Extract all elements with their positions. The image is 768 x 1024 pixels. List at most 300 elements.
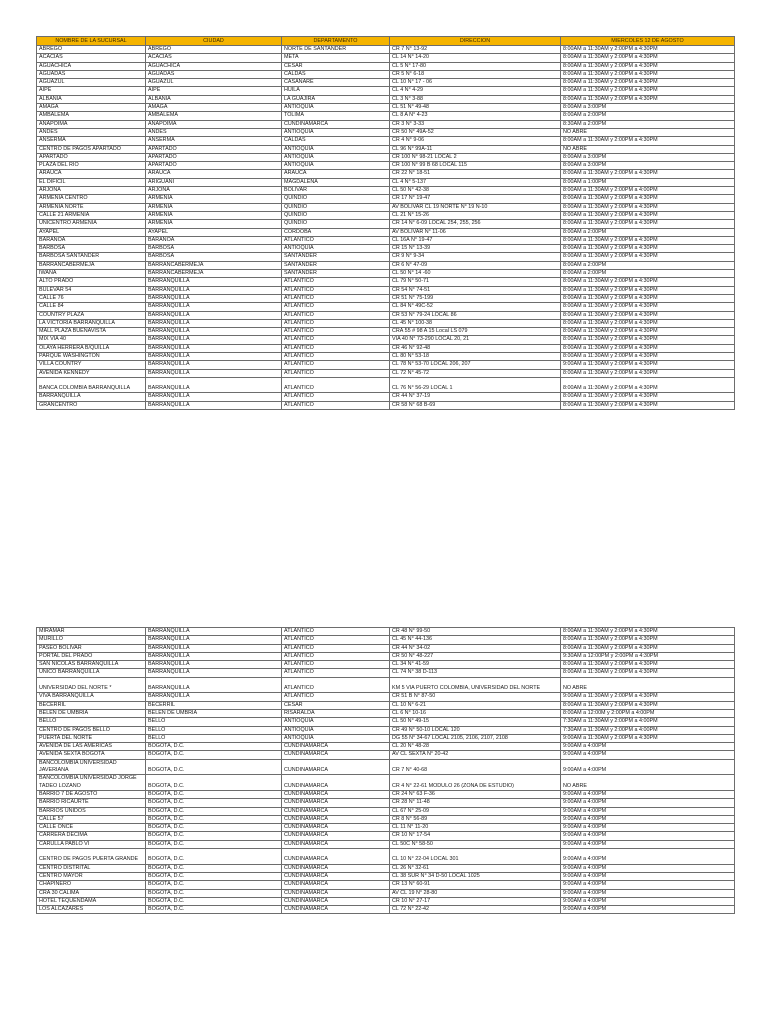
cell-departamento: CUNDINAMARCA <box>282 849 390 865</box>
cell-ciudad: AGUADAS <box>146 70 282 78</box>
table-row <box>37 759 735 775</box>
cell-ciudad: BOGOTA, D.C. <box>146 906 282 914</box>
table-row <box>37 87 735 95</box>
cell-sucursal: APARTADO <box>37 153 146 161</box>
cell-sucursal: AGUAZUL <box>37 79 146 87</box>
table-row <box>37 236 735 244</box>
cell-ciudad: BOGOTA, D.C. <box>146 881 282 889</box>
cell-direccion: CRA 55 # 98 A 15 Local LS 079 <box>390 328 561 336</box>
cell-horario: 9:00AM a 4:00PM <box>561 824 735 832</box>
cell-ciudad: BOGOTA, D.C. <box>146 751 282 759</box>
cell-ciudad: BELLO <box>146 718 282 726</box>
cell-horario: 9:00AM a 4:00PM <box>561 815 735 823</box>
cell-horario: 8:00AM a 11:30AM y 2:00PM a 4:30PM <box>561 220 735 228</box>
table-body-bottom <box>37 628 735 914</box>
cell-horario: 8:00AM a 11:30AM y 2:00PM a 4:30PM <box>561 95 735 103</box>
table-body-top <box>37 46 735 410</box>
cell-departamento: ANTIOQUIA <box>282 128 390 136</box>
cell-horario: 8:00AM a 11:30AM y 2:00PM a 4:30PM <box>561 79 735 87</box>
cell-horario: 8:00AM a 11:30AM y 2:00PM a 4:00PM <box>561 187 735 195</box>
cell-departamento: CUNDINAMARCA <box>282 881 390 889</box>
cell-direccion: CL 72 N° 45-72 <box>390 369 561 377</box>
cell-sucursal: ARMENIA CENTRO <box>37 195 146 203</box>
cell-direccion: DG 55 N° 34-67 LOCAL 2105, 2106, 2107, 2108 <box>390 734 561 742</box>
cell-departamento: CASANARE <box>282 79 390 87</box>
cell-direccion: CL 21 N° 15-26 <box>390 211 561 219</box>
cell-ciudad: BARRANCABERMEJA <box>146 270 282 278</box>
table-row <box>37 644 735 652</box>
table-row <box>37 701 735 709</box>
cell-ciudad: BOGOTA, D.C. <box>146 799 282 807</box>
cell-sucursal: OLAYA HERRERA B/QUILLA <box>37 344 146 352</box>
table-row <box>37 46 735 54</box>
cell-sucursal: BARRIOS UNIDOS <box>37 807 146 815</box>
cell-horario: 8:00AM a 11:30AM y 2:00PM a 4:30PM <box>561 236 735 244</box>
cell-ciudad: BARRANQUILLA <box>146 352 282 360</box>
cell-horario: 9:00AM a 4:00PM <box>561 849 735 865</box>
cell-horario: 8:00AM a 11:30AM y 2:00PM a 4:30PM <box>561 211 735 219</box>
cell-ciudad: BELLO <box>146 726 282 734</box>
cell-sucursal: BARRANQUILLA <box>37 393 146 401</box>
cell-horario: NO ABRE <box>561 128 735 136</box>
cell-departamento: QUINDIO <box>282 203 390 211</box>
cell-horario: NO ABRE <box>561 775 735 791</box>
cell-horario: 9:30AM a 12:00PM y 2:00PM a 4:30PM <box>561 652 735 660</box>
cell-horario: 8:00AM a 1:00PM <box>561 178 735 186</box>
cell-sucursal: VILLA COUNTRY <box>37 361 146 369</box>
table-row <box>37 790 735 798</box>
cell-departamento: ATLANTICO <box>282 636 390 644</box>
cell-departamento: ATLANTICO <box>282 361 390 369</box>
cell-horario: 8:00AM a 11:30AM y 2:00PM a 4:30PM <box>561 319 735 327</box>
cell-ciudad: AMBALEMA <box>146 112 282 120</box>
cell-direccion: CR 10 N° 27-17 <box>390 897 561 905</box>
cell-direccion: CL 45 N° 100-38 <box>390 319 561 327</box>
cell-sucursal: BARBOSA SANTANDER <box>37 253 146 261</box>
cell-departamento: RISARALDA <box>282 709 390 717</box>
cell-ciudad: APARTADO <box>146 153 282 161</box>
cell-sucursal: IWANÁ <box>37 270 146 278</box>
cell-sucursal: CRA 30 CALIMA <box>37 889 146 897</box>
cell-direccion: CR 9 N° 9-34 <box>390 253 561 261</box>
cell-departamento: ATLANTICO <box>282 344 390 352</box>
table-row <box>37 807 735 815</box>
table-row <box>37 799 735 807</box>
cell-horario: 9:00AM a 4:00PM <box>561 872 735 880</box>
table-row <box>37 677 735 693</box>
cell-direccion: CR 8 N° 56-89 <box>390 815 561 823</box>
cell-direccion: CR 50 N° 48-227 <box>390 652 561 660</box>
cell-sucursal: CENTRO DISTRITAL <box>37 864 146 872</box>
cell-direccion: CL 34 N° 41-59 <box>390 661 561 669</box>
cell-sucursal: BARRIO 7 DE AGOSTO <box>37 790 146 798</box>
cell-departamento: CUNDINAMARCA <box>282 840 390 848</box>
table-row <box>37 170 735 178</box>
cell-direccion: CL 50C N° 58-50 <box>390 840 561 848</box>
cell-direccion: AV BOLIVAR CL 19 NORTE N° 19 N-10 <box>390 203 561 211</box>
cell-departamento: CESAR <box>282 701 390 709</box>
cell-departamento: ANTIOQUIA <box>282 245 390 253</box>
cell-sucursal: ARAUCA <box>37 170 146 178</box>
table-row <box>37 319 735 327</box>
cell-ciudad: BOGOTA, D.C. <box>146 815 282 823</box>
table-row <box>37 881 735 889</box>
table-row <box>37 62 735 70</box>
cell-ciudad: BOGOTA, D.C. <box>146 849 282 865</box>
cell-direccion: CR 7 N° 13-92 <box>390 46 561 54</box>
cell-ciudad: BARRANQUILLA <box>146 286 282 294</box>
cell-horario: 8:00AM a 11:30AM y 2:00PM a 4:30PM <box>561 203 735 211</box>
cell-departamento: ANTIOQUIA <box>282 162 390 170</box>
cell-sucursal: AIPE <box>37 87 146 95</box>
cell-horario: 8:00AM a 11:30AM y 2:00PM a 4:30PM <box>561 393 735 401</box>
cell-sucursal: BELEN DE UMBRIA <box>37 709 146 717</box>
cell-direccion: CL 50 N° 14 -60 <box>390 270 561 278</box>
cell-horario: 8:00AM a 11:30AM y 2:00PM a 4:30PM <box>561 644 735 652</box>
table-row <box>37 303 735 311</box>
cell-sucursal: MURILLO <box>37 636 146 644</box>
cell-direccion: CL 38 SUR N° 34 D-50 LOCAL 1025 <box>390 872 561 880</box>
cell-horario: 8:00AM a 11:30AM y 2:00PM a 4:30PM <box>561 661 735 669</box>
cell-sucursal: LA VICTORIA BARRANQUILLA <box>37 319 146 327</box>
cell-sucursal: UNICENTRO ARMENIA <box>37 220 146 228</box>
cell-departamento: CUNDINAMARCA <box>282 807 390 815</box>
cell-direccion: CL 10 N° 17 - 06 <box>390 79 561 87</box>
cell-horario: 7:30AM a 11:30AM y 2:00PM a 4:00PM <box>561 718 735 726</box>
cell-departamento: ATLANTICO <box>282 661 390 669</box>
cell-sucursal: BARRIO RICAURTE <box>37 799 146 807</box>
cell-horario: 9:00AM a 4:00PM <box>561 799 735 807</box>
cell-horario: 8:00AM a 11:30AM y 2:00PM a 4:30PM <box>561 628 735 636</box>
cell-departamento: CUNDINAMARCA <box>282 864 390 872</box>
table-row <box>37 393 735 401</box>
cell-ciudad: BARRANQUILLA <box>146 628 282 636</box>
table-row <box>37 228 735 236</box>
cell-sucursal: BULEVAR 54 <box>37 286 146 294</box>
cell-departamento: CUNDINAMARCA <box>282 832 390 840</box>
cell-sucursal: CENTRO MAYOR <box>37 872 146 880</box>
cell-departamento: ANTIOQUIA <box>282 734 390 742</box>
branch-schedule-table-top <box>36 36 735 410</box>
cell-departamento: ATLANTICO <box>282 352 390 360</box>
cell-sucursal: PUERTA DEL NORTE <box>37 734 146 742</box>
cell-departamento: CUNDINAMARCA <box>282 775 390 791</box>
table-row <box>37 718 735 726</box>
cell-ciudad: BECERRIL <box>146 701 282 709</box>
cell-departamento: QUINDIO <box>282 220 390 228</box>
cell-ciudad: BARRANQUILLA <box>146 361 282 369</box>
cell-ciudad: BARBOSA <box>146 245 282 253</box>
cell-direccion: CL 96 N° 99A-11 <box>390 145 561 153</box>
cell-ciudad: ARAUCA <box>146 170 282 178</box>
header-sucursal: NOMBRE DE LA SUCURSAL <box>37 37 146 46</box>
cell-horario: 8:00AM a 11:30AM y 2:00PM a 4:30PM <box>561 401 735 409</box>
cell-departamento: SANTANDER <box>282 270 390 278</box>
cell-ciudad: ARMENIA <box>146 195 282 203</box>
cell-ciudad: AMAGÁ <box>146 104 282 112</box>
table-row <box>37 336 735 344</box>
cell-departamento: CUNDINAMARCA <box>282 759 390 775</box>
cell-horario: 8:00AM a 11:30AM y 2:00PM a 4:30PM <box>561 286 735 294</box>
cell-departamento: ANTIOQUIA <box>282 145 390 153</box>
table-row <box>37 906 735 914</box>
cell-departamento: CUNDINAMARCA <box>282 743 390 751</box>
table-row <box>37 187 735 195</box>
cell-departamento: ATLANTICO <box>282 278 390 286</box>
table-row <box>37 628 735 636</box>
cell-departamento: TOLIMA <box>282 112 390 120</box>
cell-departamento: SANTANDER <box>282 253 390 261</box>
cell-sucursal: AYAPEL <box>37 228 146 236</box>
cell-direccion: CL 51 N° 49-48 <box>390 104 561 112</box>
cell-ciudad: BARRANQUILLA <box>146 294 282 302</box>
cell-direccion: CL 72 N° 22-42 <box>390 906 561 914</box>
cell-sucursal: MALL PLAZA BUENAVISTA <box>37 328 146 336</box>
cell-sucursal: HOTEL TEQUENDAMA <box>37 897 146 905</box>
cell-direccion: CR 14 N° 6-09 LOCAL 254, 255, 256 <box>390 220 561 228</box>
table-row <box>37 815 735 823</box>
table-row <box>37 270 735 278</box>
cell-direccion: CL 5 N° 17-80 <box>390 62 561 70</box>
cell-departamento: CALDAS <box>282 70 390 78</box>
table-row <box>37 253 735 261</box>
branch-schedule-table-bottom <box>36 627 735 914</box>
table-row <box>37 832 735 840</box>
table-row <box>37 361 735 369</box>
cell-ciudad: AIPE <box>146 87 282 95</box>
cell-horario: 8:00AM a 2:00PM <box>561 261 735 269</box>
cell-departamento: CUNDINAMARCA <box>282 751 390 759</box>
cell-sucursal: AVENIDA KENNEDY <box>37 369 146 377</box>
cell-direccion: AV CL SEXTA N° 20-42 <box>390 751 561 759</box>
cell-direccion: CR 3 N° 3-33 <box>390 120 561 128</box>
cell-horario: 9:00AM a 11:30AM y 2:00PM a 4:30PM <box>561 693 735 701</box>
cell-direccion: CR 48 N° 99-50 <box>390 628 561 636</box>
table-row <box>37 145 735 153</box>
cell-ciudad: BARRANQUILLA <box>146 311 282 319</box>
cell-horario: 8:00AM a 11:30AM y 2:00PM a 4:30PM <box>561 54 735 62</box>
cell-sucursal: PARQUE WASHINGTON <box>37 352 146 360</box>
cell-departamento: ARAUCA <box>282 170 390 178</box>
cell-ciudad: BOGOTA, D.C. <box>146 775 282 791</box>
table-row <box>37 195 735 203</box>
cell-sucursal: ALTO PRADO <box>37 278 146 286</box>
cell-horario: 8:00AM a 12:00M y 2:00PM a 4:00PM <box>561 709 735 717</box>
cell-direccion: CL 10 N° 6-21 <box>390 701 561 709</box>
table-row <box>37 864 735 872</box>
cell-departamento: ATLANTICO <box>282 628 390 636</box>
cell-direccion: CL 14 N° 14-20 <box>390 54 561 62</box>
cell-departamento: ATLANTICO <box>282 336 390 344</box>
cell-direccion: CR 6 N° 47-09 <box>390 261 561 269</box>
cell-horario: 9:00AM a 4:00PM <box>561 759 735 775</box>
cell-sucursal: GRANCENTRO <box>37 401 146 409</box>
cell-horario: 8:00AM a 11:30AM y 2:00PM a 4:30PM <box>561 70 735 78</box>
cell-sucursal: AVENIDA SEXTA BOGOTA <box>37 751 146 759</box>
cell-horario: 8:00AM a 11:30AM y 2:00PM a 4:30PM <box>561 352 735 360</box>
table-row <box>37 669 735 677</box>
table-row <box>37 661 735 669</box>
cell-ciudad: BARRANQUILLA <box>146 303 282 311</box>
cell-departamento: CESAR <box>282 62 390 70</box>
cell-departamento: ATLANTICO <box>282 236 390 244</box>
cell-ciudad: BELEN DE UMBRIA <box>146 709 282 717</box>
table-row <box>37 220 735 228</box>
cell-horario: 8:00AM a 11:30AM y 2:00PM a 4:30PM <box>561 278 735 286</box>
cell-sucursal: CALLE 84 <box>37 303 146 311</box>
cell-sucursal: PORTAL DEL PRADO <box>37 652 146 660</box>
cell-ciudad: ACACIAS <box>146 54 282 62</box>
cell-horario: 9:00AM a 4:00PM <box>561 864 735 872</box>
cell-ciudad: BOGOTA, D.C. <box>146 872 282 880</box>
cell-departamento: ATLANTICO <box>282 319 390 327</box>
cell-direccion: CR 46 N° 92-48 <box>390 344 561 352</box>
cell-direccion: CL 20 N° 48-28 <box>390 743 561 751</box>
cell-direccion: CR 49 N° 50-10 LOCAL 120 <box>390 726 561 734</box>
cell-direccion: CL 16A N° 19-47 <box>390 236 561 244</box>
cell-departamento: META <box>282 54 390 62</box>
table-row <box>37 104 735 112</box>
table-row <box>37 153 735 161</box>
table-row <box>37 54 735 62</box>
table-row <box>37 401 735 409</box>
cell-horario: 8:00AM a 11:30AM y 2:00PM a 4:30PM <box>561 62 735 70</box>
cell-ciudad: BARRANQUILLA <box>146 661 282 669</box>
cell-departamento: CUNDINAMARCA <box>282 799 390 807</box>
cell-ciudad: ARIGUANI <box>146 178 282 186</box>
cell-ciudad: BARRANQUILLA <box>146 377 282 393</box>
cell-sucursal: PASEO BOLIVAR <box>37 644 146 652</box>
cell-direccion: CL 78 N° 53-70 LOCAL 206, 207 <box>390 361 561 369</box>
cell-horario: 9:00AM a 4:00PM <box>561 832 735 840</box>
cell-direccion: CL 8 A N° 4-23 <box>390 112 561 120</box>
cell-direccion: CR 58 N° 68 B-69 <box>390 401 561 409</box>
cell-direccion: CR 10 N° 17-54 <box>390 832 561 840</box>
cell-direccion: CL 76 N° 56-29 LOCAL 1 <box>390 377 561 393</box>
cell-ciudad: BARRANQUILLA <box>146 336 282 344</box>
cell-sucursal: CALLE 21 ARMENIA <box>37 211 146 219</box>
cell-departamento: MAGDALENA <box>282 178 390 186</box>
cell-horario: 8:00AM a 11:30AM y 2:00PM a 4:30PM <box>561 377 735 393</box>
cell-sucursal: UNIVERSIDAD DEL NORTE * <box>37 677 146 693</box>
cell-ciudad: BARRANQUILLA <box>146 344 282 352</box>
cell-direccion: CR 4 N° 22-61 MODULO 26 (ZONA DE ESTUDIO) <box>390 775 561 791</box>
cell-direccion: CR 100 N° 99 B 68 LOCAL 115 <box>390 162 561 170</box>
table-row <box>37 120 735 128</box>
cell-horario: 8:00AM a 11:30AM y 2:00PM a 4:30PM <box>561 344 735 352</box>
cell-ciudad: BARRANCABERMEJA <box>146 261 282 269</box>
table-row <box>37 840 735 848</box>
cell-direccion: CR 50 N° 49A-52 <box>390 128 561 136</box>
cell-ciudad: BARRANQUILLA <box>146 669 282 677</box>
cell-departamento: ATLANTICO <box>282 286 390 294</box>
cell-ciudad: BARRANQUILLA <box>146 393 282 401</box>
cell-direccion: CL 6 N° 10-16 <box>390 709 561 717</box>
cell-sucursal: BANCOLOMBIA UNIVERSIDAD JAVERIANA <box>37 759 146 775</box>
table-row <box>37 278 735 286</box>
cell-sucursal: ALBANIA <box>37 95 146 103</box>
cell-direccion: CL 3 N° 3-88 <box>390 95 561 103</box>
table-row <box>37 889 735 897</box>
cell-horario: 8:00AM a 3:00PM <box>561 153 735 161</box>
cell-ciudad: BOGOTA, D.C. <box>146 790 282 798</box>
cell-ciudad: ANDES <box>146 128 282 136</box>
cell-horario: 8:00AM a 11:30AM y 2:00PM a 4:30PM <box>561 701 735 709</box>
cell-ciudad: APARTADO <box>146 145 282 153</box>
cell-departamento: LA GUAJIRA <box>282 95 390 103</box>
header-horario: MIERCOLES 12 DE AGOSTO <box>561 37 735 46</box>
cell-direccion: CR 53 N° 79-24 LOCAL 86 <box>390 311 561 319</box>
cell-horario: 8:00AM a 11:30AM y 2:00PM a 4:30PM <box>561 87 735 95</box>
cell-horario: 9:00AM a 4:00PM <box>561 881 735 889</box>
cell-ciudad: BOGOTA, D.C. <box>146 897 282 905</box>
header-ciudad: CIUDAD <box>146 37 282 46</box>
cell-ciudad: BELLO <box>146 734 282 742</box>
cell-departamento: ANTIOQUIA <box>282 718 390 726</box>
table-row <box>37 286 735 294</box>
cell-departamento: CORDOBA <box>282 228 390 236</box>
cell-sucursal: PLAZA DEL RIO <box>37 162 146 170</box>
cell-direccion: CL 4 N° 4-29 <box>390 87 561 95</box>
cell-direccion: CR 28 N° 11-48 <box>390 799 561 807</box>
table-row <box>37 734 735 742</box>
cell-ciudad: ANAPOIMA <box>146 120 282 128</box>
cell-direccion: CR 22 N° 18-51 <box>390 170 561 178</box>
cell-departamento: CUNDINAMARCA <box>282 889 390 897</box>
cell-direccion: CL 11 N° 11-20 <box>390 824 561 832</box>
cell-ciudad: BARBOSA <box>146 253 282 261</box>
table-row <box>37 294 735 302</box>
cell-ciudad: BARRANQUILLA <box>146 401 282 409</box>
cell-horario: 8:00AM a 11:30AM y 2:00PM a 4:30PM <box>561 369 735 377</box>
header-row <box>37 37 735 46</box>
cell-departamento: CUNDINAMARCA <box>282 872 390 880</box>
cell-ciudad: ARMENIA <box>146 211 282 219</box>
cell-sucursal: COUNTRY PLAZA <box>37 311 146 319</box>
cell-horario: 9:00AM a 11:30AM y 2:00PM a 4:30PM <box>561 361 735 369</box>
cell-sucursal: ACACIAS <box>37 54 146 62</box>
cell-sucursal: CALLE 76 <box>37 294 146 302</box>
cell-departamento: ATLANTICO <box>282 311 390 319</box>
cell-direccion: CL 10 N° 22-04 LOCAL 301 <box>390 849 561 865</box>
cell-sucursal: CENTRO DE PAGOS PUERTA GRANDE <box>37 849 146 865</box>
cell-ciudad: BOGOTA, D.C. <box>146 824 282 832</box>
cell-sucursal: BELLO <box>37 718 146 726</box>
cell-ciudad: ANSERMA <box>146 137 282 145</box>
cell-ciudad: BARRANQUILLA <box>146 636 282 644</box>
cell-horario: 8:00AM a 2:00PM <box>561 270 735 278</box>
table-row <box>37 352 735 360</box>
table-row <box>37 261 735 269</box>
cell-horario: 9:00AM a 4:00PM <box>561 743 735 751</box>
cell-ciudad: BOGOTA, D.C. <box>146 807 282 815</box>
cell-sucursal: BANCA COLOMBIA BARRANQUILLA <box>37 377 146 393</box>
cell-horario: 8:00AM a 2:00PM <box>561 112 735 120</box>
cell-departamento: SANTANDER <box>282 261 390 269</box>
cell-direccion: CL 80 N° 53-18 <box>390 352 561 360</box>
cell-direccion: VIA 40 N° 73-290 LOCAL 20, 21 <box>390 336 561 344</box>
cell-direccion: CR 5 N° 6-18 <box>390 70 561 78</box>
cell-horario: 8:00AM a 11:30AM y 2:00PM a 4:30PM <box>561 336 735 344</box>
cell-horario: 8:00AM a 3:00PM <box>561 162 735 170</box>
table-row <box>37 872 735 880</box>
cell-ciudad: BARRANQUILLA <box>146 693 282 701</box>
table-row <box>37 344 735 352</box>
cell-ciudad: BOGOTA, D.C. <box>146 743 282 751</box>
cell-departamento: CUNDINAMARCA <box>282 120 390 128</box>
cell-ciudad: BOGOTA, D.C. <box>146 864 282 872</box>
cell-horario: 9:00AM a 4:00PM <box>561 840 735 848</box>
